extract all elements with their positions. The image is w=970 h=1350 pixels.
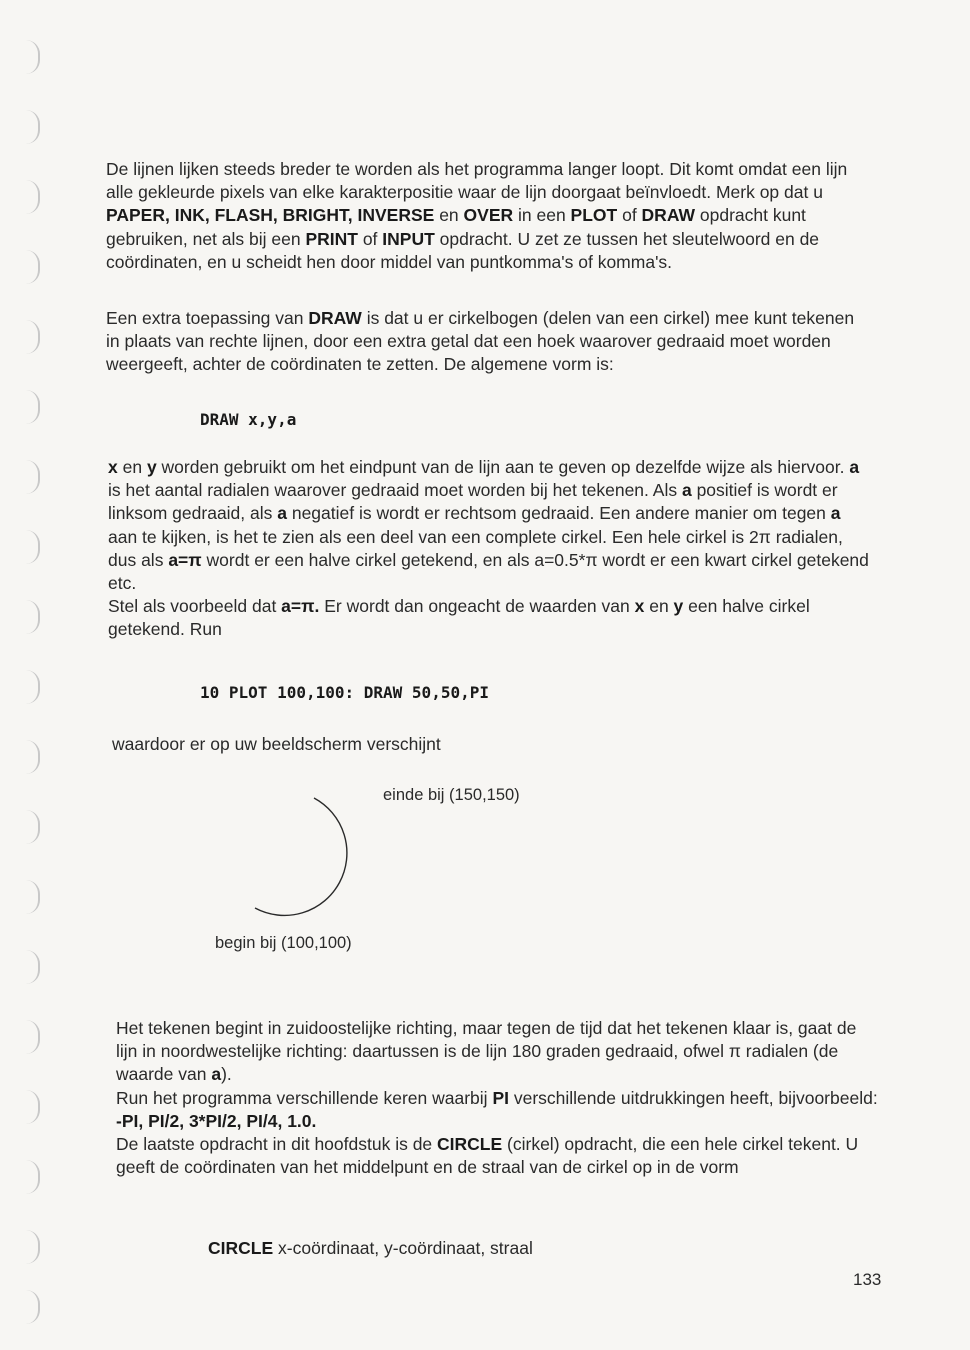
paragraph-direction-and-circle: Het tekenen begint in zuidoostelijke richting, maar tegen de tijd dat het tekenen klaar is, gaat de lijn in noordwestelijke richting: daartussen is de lijn 180 graden gedraaid, ofwel π radialen (de waarde van a). Run het programma verschillende keren waarbij PI verschillende uitdrukkingen heeft, bijvoorbeeld: -PI, PI/2, 3*PI/2, PI/4, 1.0. De laatste opdracht in dit hoofdstuk is de CIRCLE (cirkel) opdracht, die een hele cirkel tekent. U geeft de coördinaten van het middelpunt en de straal van de cirkel op in de vorm	[116, 1018, 878, 1178]
circle-syntax: CIRCLE x-coördinaat, y-coördinaat, straal	[208, 1238, 533, 1258]
arc-end-label: einde bij (150,150)	[383, 786, 520, 804]
paragraph-lines-wider: De lijnen lijken steeds breder te worden als het programma langer loopt. Dit komt omdat een lijn alle gekleurde pixels van elke karakterpositie waar de lijn doorgaat beïnvloedt. Merk op dat u PAPER, INK, FLASH, BRIGHT, INVERSE en OVER in een PLOT of DRAW opdracht kunt gebruiken, net als bij een PRINT of INPUT opdracht. U zet ze tussen het sleutelwoord en de coördinaten, en u scheidt hen door middel van puntkomma's of komma's.	[106, 159, 848, 272]
draw-syntax: DRAW x,y,a	[200, 410, 297, 429]
paragraph-xya-explanation: x en y worden gebruikt om het eindpunt van de lijn aan te geven op dezelfde wijze als hiervoor. a is het aantal radialen waarover gedraaid moet worden bij het tekenen. Als a positief is wordt er linksom gedraaid, als a negatief is wordt er rechtsom gedraaid. Een andere manier om tegen a aan te kijken, is het te zien als een deel van een complete cirkel. Een hele cirkel is 2π radialen, dus als a=π wordt er een halve cirkel getekend, en als a=0.5*π wordt er een kwart cirkel getekend etc. Stel als voorbeeld dat a=π. Er wordt dan ongeacht de waarden van x en y een halve cirkel getekend. Run	[108, 457, 869, 640]
arc-begin-label: begin bij (100,100)	[215, 934, 352, 952]
page-number: 133	[853, 1270, 882, 1289]
arc-path	[255, 798, 347, 915]
paragraph-arc-intro: Een extra toepassing van DRAW is dat u er cirkelbogen (delen van een cirkel) mee kunt tekenen in plaats van rechte lijnen, door een extra getal dat een hoek waarover gedraaid moet worden weergeeft, achter de coördinaten te zetten. De algemene vorm is:	[106, 308, 855, 375]
spiral-binding	[18, 40, 48, 1330]
semicircle-arc-diagram	[250, 790, 370, 920]
paragraph-screen-appears: waardoor er op uw beeldscherm verschijnt	[112, 734, 441, 754]
code-example-line: 10 PLOT 100,100: DRAW 50,50,PI	[200, 683, 489, 702]
